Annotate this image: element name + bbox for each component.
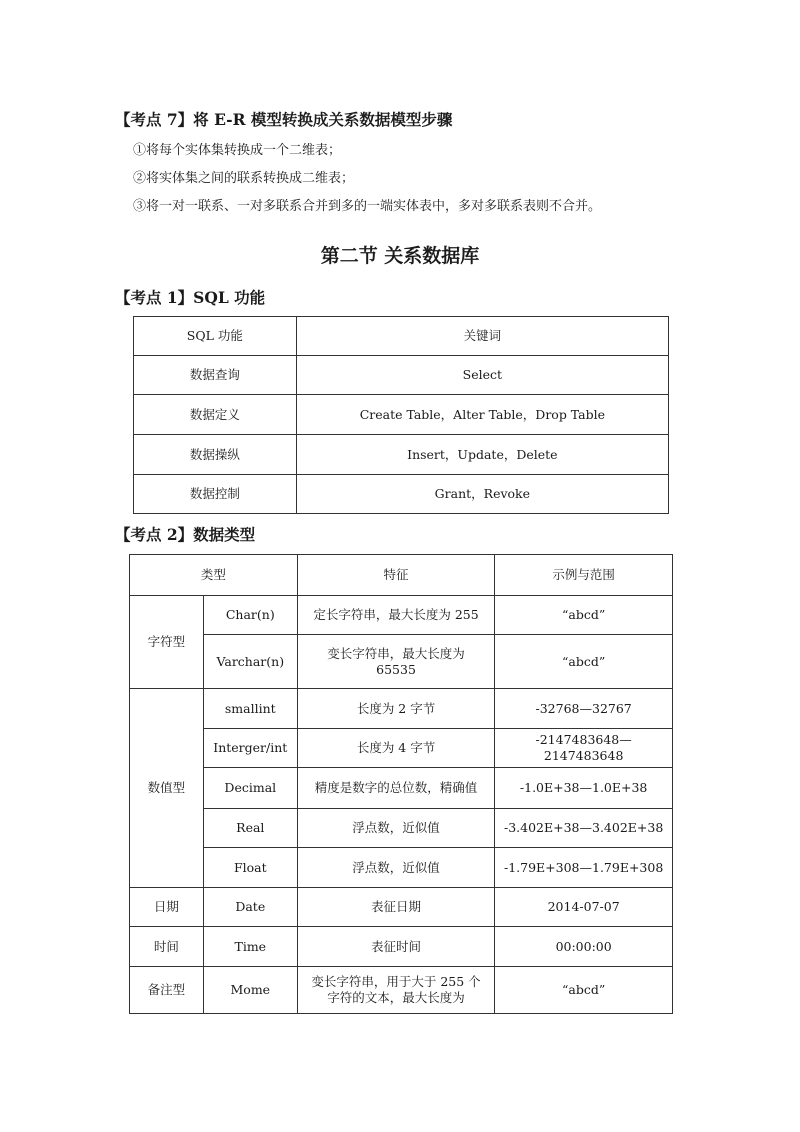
table-row <box>130 967 673 1014</box>
type-name-cell: Interger/int <box>203 729 297 768</box>
type-feature-cell: 变长字符串，用于大于 255 个字符的文本，最大长度为 <box>297 967 495 1014</box>
type-example-cell: -2147483648—2147483648 <box>495 729 673 768</box>
type-name-cell: Char(n) <box>203 596 297 635</box>
sql-keyword-cell: Select <box>296 356 668 395</box>
type-name-cell: Time <box>203 927 297 967</box>
type-feature-cell: 长度为 2 字节 <box>297 689 495 729</box>
table-row <box>130 848 673 888</box>
er-step-2: ②将实体集之间的联系转换成二维表； <box>133 171 355 186</box>
type-group-cell: 数值型 <box>130 689 204 888</box>
type-group-cell: 字符型 <box>130 596 204 689</box>
sql-keyword-cell: Create Table，Alter Table，Drop Table <box>296 395 668 435</box>
type-name-cell: Mome <box>203 967 297 1014</box>
type-group-cell: 备注型 <box>130 967 204 1014</box>
type-example-cell: 00:00:00 <box>495 927 673 967</box>
table-row <box>130 729 673 768</box>
header-cell: 示例与范围 <box>495 555 673 596</box>
sql-heading: 【考点 1】SQL 功能 <box>115 288 266 307</box>
sql-function-cell: 数据定义 <box>134 395 297 435</box>
table-row <box>130 596 673 635</box>
type-feature-cell: 长度为 4 字节 <box>297 729 495 768</box>
type-feature-cell: 表征时间 <box>297 927 495 967</box>
sql-function-cell: 数据操纵 <box>134 435 297 475</box>
table-header-row <box>134 317 669 356</box>
header-cell: 类型 <box>130 555 298 596</box>
er-heading: 【考点 7】将 E-R 模型转换成关系数据模型步骤 <box>115 110 453 129</box>
table-row <box>130 768 673 809</box>
type-example-cell: “abcd” <box>495 967 673 1014</box>
type-example-cell: -1.0E+38—1.0E+38 <box>495 768 673 809</box>
header-cell: 关键词 <box>296 317 668 356</box>
table-header-row <box>130 555 673 596</box>
type-feature-cell: 精度是数字的总位数，精确值 <box>297 768 495 809</box>
type-example-cell: “abcd” <box>495 635 673 689</box>
table-row <box>134 435 669 475</box>
sql-function-cell: 数据查询 <box>134 356 297 395</box>
er-step-1: ①将每个实体集转换成一个二维表； <box>133 143 342 158</box>
type-name-cell: Real <box>203 809 297 848</box>
type-name-cell: Float <box>203 848 297 888</box>
type-name-cell: Decimal <box>203 768 297 809</box>
type-name-cell: Varchar(n) <box>203 635 297 689</box>
table-row <box>130 927 673 967</box>
table-row <box>130 809 673 848</box>
type-group-cell: 时间 <box>130 927 204 967</box>
type-name-cell: smallint <box>203 689 297 729</box>
type-example-cell: 2014-07-07 <box>495 888 673 927</box>
header-cell: SQL 功能 <box>134 317 297 356</box>
type-feature-cell: 变长字符串，最大长度为 65535 <box>297 635 495 689</box>
chapter-title: 第二节 关系数据库 <box>320 245 480 267</box>
type-example-cell: -3.402E+38—3.402E+38 <box>495 809 673 848</box>
table-row <box>134 356 669 395</box>
type-example-cell: -1.79E+308—1.79E+308 <box>495 848 673 888</box>
table-row <box>134 395 669 435</box>
sql-function-cell: 数据控制 <box>134 475 297 514</box>
table-row <box>130 689 673 729</box>
sql-table <box>133 316 669 514</box>
type-example-cell: “abcd” <box>495 596 673 635</box>
table-row <box>130 635 673 689</box>
type-feature-cell: 定长字符串，最大长度为 255 <box>297 596 495 635</box>
er-step-3: ③将一对一联系、一对多联系合并到多的一端实体表中，多对多联系表则不合并。 <box>133 199 602 214</box>
type-feature-cell: 表征日期 <box>297 888 495 927</box>
table-row <box>130 888 673 927</box>
header-cell: 特征 <box>297 555 495 596</box>
type-example-cell: -32768—32767 <box>495 689 673 729</box>
type-name-cell: Date <box>203 888 297 927</box>
sql-keyword-cell: Grant，Revoke <box>296 475 668 514</box>
types-table <box>129 554 673 1014</box>
type-group-cell: 日期 <box>130 888 204 927</box>
type-feature-cell: 浮点数，近似值 <box>297 848 495 888</box>
sql-keyword-cell: Insert，Update，Delete <box>296 435 668 475</box>
types-heading: 【考点 2】数据类型 <box>115 525 256 544</box>
type-feature-cell: 浮点数，近似值 <box>297 809 495 848</box>
table-row <box>134 475 669 514</box>
